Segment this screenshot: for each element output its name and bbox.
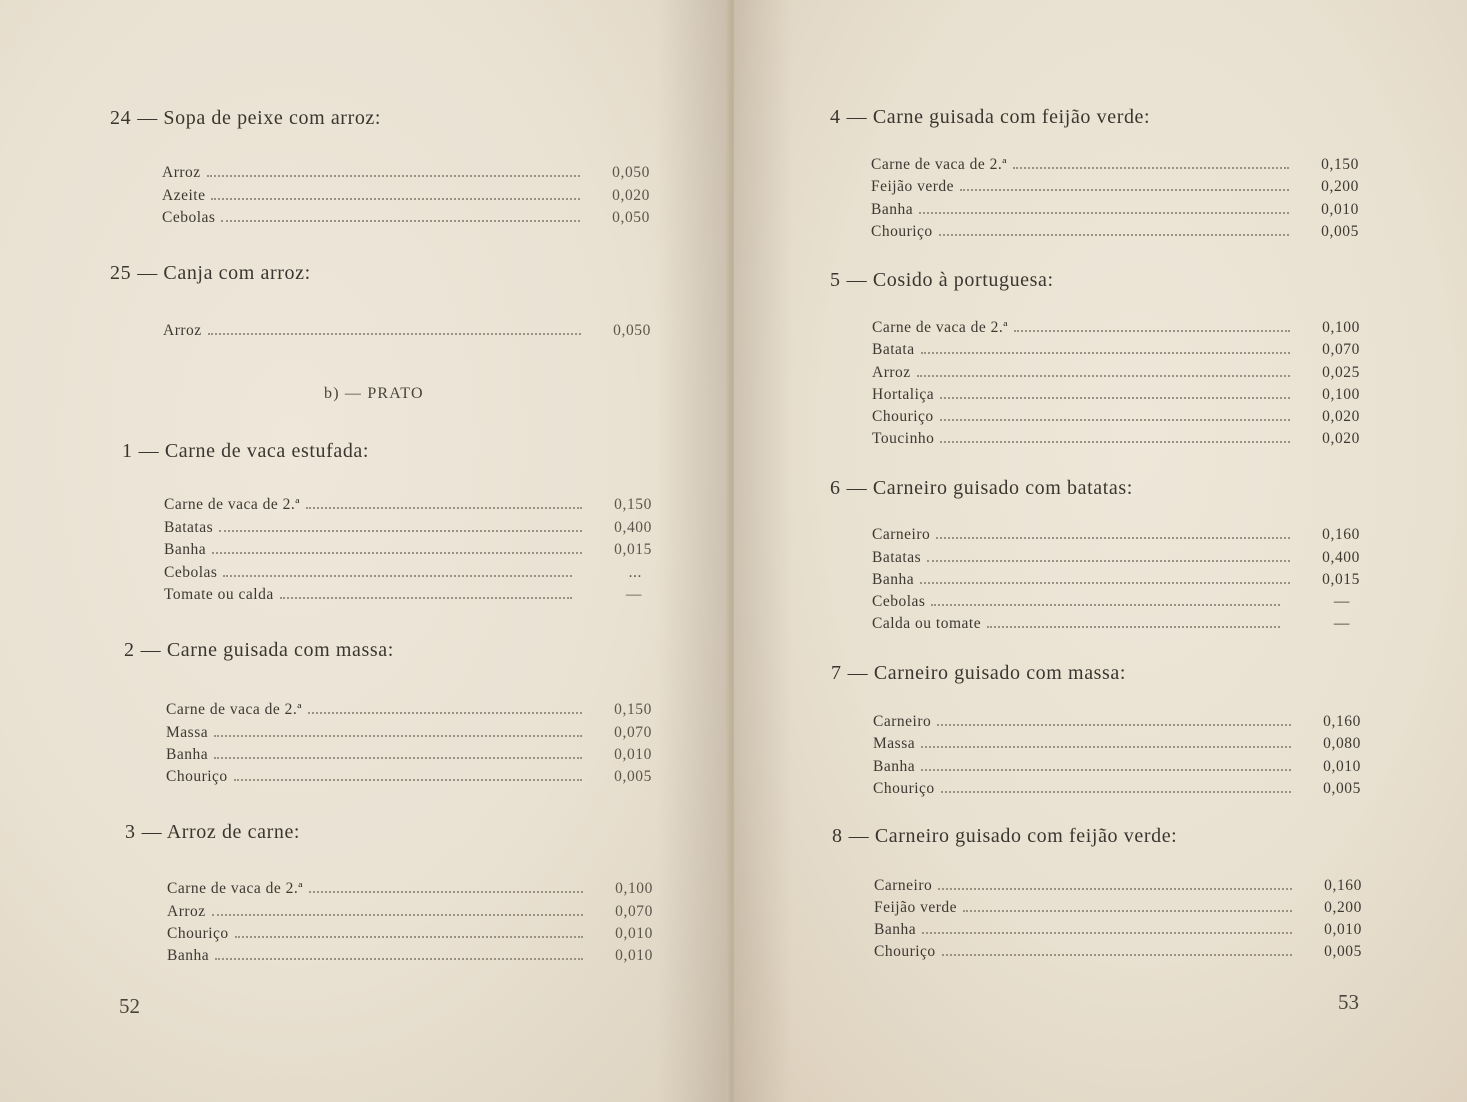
recipe-title: 3 — Arroz de carne: [125,821,301,843]
ingredient-name: Banha [164,541,207,558]
ingredient-row [873,731,1361,753]
dot-leader [214,757,582,759]
dot-leader [221,220,580,222]
ingredient-qty: 0,010 [1324,921,1362,938]
dot-leader [309,891,583,893]
ingredient-row [874,917,1362,939]
ingredient-name: Cebolas [872,593,926,610]
dot-leader [308,712,582,714]
recipe-name: Sopa de peixe com arroz: [163,107,382,129]
ingredient-row [872,382,1360,404]
dot-leader [306,507,582,509]
ingredient-qty: 0,050 [613,322,651,339]
ingredient-name: Banha [874,921,917,938]
recipe-title: 24 — Sopa de peixe com arroz: [110,107,382,129]
ingredient-qty: 0,400 [1322,549,1360,566]
ingredient-name: Azeite [162,187,206,204]
dot-leader [223,575,572,577]
dot-leader [212,552,582,554]
ingredient-row [871,174,1359,196]
ingredient-qty: 0,150 [1321,156,1359,173]
ingredient-name: Massa [166,724,209,741]
ingredient-row [872,426,1360,448]
ingredient-row [872,545,1360,567]
ingredient-qty: ... [628,564,642,581]
ingredient-qty: 0,100 [615,880,653,897]
recipe-name: Carneiro guisado com massa: [873,662,1127,684]
dot-leader [215,958,583,960]
ingredient-row [872,404,1360,426]
dot-leader [960,189,1289,191]
ingredient-name: Banha [872,571,915,588]
ingredient-row [167,876,653,898]
recipe-title: 2 — Carne guisada com massa: [124,639,394,661]
ingredient-row [162,183,650,205]
ingredient-row [874,873,1362,895]
ingredient-qty: — [625,586,642,603]
ingredient-row [872,611,1360,633]
dot-leader [942,954,1292,956]
ingredient-name: Chouriço [166,768,228,785]
ingredient-name: Banha [167,947,210,964]
dot-leader [940,419,1290,421]
ingredient-name: Carne de vaca de 2.ª [167,880,304,897]
ingredient-row [872,360,1360,382]
dot-leader [987,626,1280,628]
ingredient-name: Batata [872,341,915,358]
dot-leader [214,735,582,737]
ingredient-name: Carneiro [873,713,932,730]
recipe-number: 25 [110,262,132,284]
recipe-name: Canja com arroz: [163,262,311,284]
recipe-name: Carne de vaca estufada: [164,440,370,462]
ingredient-qty: 0,010 [614,746,652,763]
ingredient-qty: 0,010 [1321,201,1359,218]
dot-leader [921,352,1290,354]
ingredient-row [872,567,1360,589]
ingredient-qty: 0,005 [1321,223,1359,240]
ingredient-name: Chouriço [872,408,934,425]
ingredient-row [166,764,652,786]
ingredient-row [164,492,652,514]
recipe-number: 6 [830,477,841,499]
dot-leader [208,333,581,335]
ingredient-qty: 0,080 [1323,735,1361,752]
ingredient-name: Carneiro [874,877,933,894]
ingredient-name: Batatas [164,519,214,536]
dot-leader [1014,330,1290,332]
dot-leader [235,936,583,938]
dot-leader [939,234,1289,236]
ingredient-row [873,709,1361,731]
ingredient-name: Calda ou tomate [872,615,982,632]
ingredient-name: Toucinho [872,430,935,447]
recipe-name: Arroz de carne: [166,821,301,843]
ingredient-row [872,315,1360,337]
right-page [734,0,1467,1102]
ingredient-name: Carne de vaca de 2.ª [872,319,1009,336]
ingredient-name: Cebolas [164,564,218,581]
ingredient-qty: 0,200 [1324,899,1362,916]
recipe-number: 1 [122,440,133,462]
ingredient-qty: 0,160 [1324,877,1362,894]
recipe-number: 7 [831,662,842,684]
ingredient-row [162,160,650,182]
dot-leader [921,746,1291,748]
ingredient-qty: — [1333,593,1350,610]
ingredient-name: Chouriço [871,223,933,240]
ingredient-qty: 0,020 [1322,408,1360,425]
recipe-number: 24 [110,107,132,129]
left-page [0,0,730,1102]
ingredient-row [872,522,1360,544]
ingredient-name: Carneiro [872,526,931,543]
ingredient-qty: 0,005 [1323,780,1361,797]
recipe-title: 5 — Cosido à portuguesa: [830,269,1054,291]
ingredient-qty: 0,400 [614,519,652,536]
ingredient-qty: 0,070 [615,903,653,920]
ingredient-qty: 0,015 [614,541,652,558]
ingredient-qty: 0,025 [1322,364,1360,381]
dot-leader [207,175,580,177]
recipe-number: 8 [832,825,843,847]
recipe-number: 4 [830,106,841,128]
ingredient-qty: 0,160 [1322,526,1360,543]
ingredient-name: Cebolas [162,209,216,226]
recipe-name: Cosido à portuguesa: [872,269,1054,291]
ingredient-qty: 0,160 [1323,713,1361,730]
dot-leader [280,597,572,599]
ingredient-qty: 0,020 [1322,430,1360,447]
ingredient-name: Banha [166,746,209,763]
ingredient-name: Chouriço [167,925,229,942]
ingredient-name: Hortaliça [872,386,935,403]
dot-leader [922,932,1292,934]
recipe-name: Carne guisada com feijão verde: [872,106,1151,128]
ingredient-row [166,742,652,764]
dot-leader [1013,167,1289,169]
ingredient-qty: 0,020 [612,187,650,204]
ingredient-qty: 0,005 [614,768,652,785]
ingredient-row [872,589,1360,611]
recipe-title: 6 — Carneiro guisado com batatas: [830,477,1133,499]
recipe-name: Carneiro guisado com feijão verde: [874,825,1178,847]
ingredient-name: Feijão verde [871,178,955,195]
recipe-title: 25 — Canja com arroz: [110,262,311,284]
ingredient-qty: 0,070 [1322,341,1360,358]
ingredient-qty: 0,200 [1321,178,1359,195]
recipe-title: 8 — Carneiro guisado com feijão verde: [832,825,1178,847]
dot-leader [940,397,1290,399]
dot-leader [219,530,582,532]
dot-leader [936,537,1290,539]
section-heading: b) — PRATO [324,385,424,402]
ingredient-name: Arroz [167,903,206,920]
ingredient-row [166,697,652,719]
ingredient-name: Carne de vaca de 2.ª [164,496,301,513]
recipe-name: Carneiro guisado com batatas: [872,477,1133,499]
dot-leader [931,604,1280,606]
recipe-number: 5 [830,269,841,291]
ingredient-qty: 0,100 [1322,386,1360,403]
ingredient-row [163,318,651,340]
ingredient-row [167,943,653,965]
ingredient-name: Massa [873,735,916,752]
ingredient-name: Carne de vaca de 2.ª [166,701,303,718]
dot-leader [938,888,1292,890]
ingredient-row [164,560,652,582]
ingredient-name: Arroz [872,364,911,381]
dot-leader [234,779,582,781]
ingredient-qty: 0,010 [615,947,653,964]
ingredient-row [164,537,652,559]
recipe-title: 7 — Carneiro guisado com massa: [831,662,1127,684]
ingredient-qty: 0,150 [614,701,652,718]
page-number: 52 [119,994,140,1018]
dot-leader [212,914,583,916]
page-number: 53 [1338,990,1359,1014]
ingredient-name: Chouriço [874,943,936,960]
recipe-number: 2 [124,639,135,661]
ingredient-name: Chouriço [873,780,935,797]
dot-leader [211,198,580,200]
ingredient-name: Banha [871,201,914,218]
ingredient-qty: 0,100 [1322,319,1360,336]
ingredient-name: Arroz [163,322,202,339]
ingredient-qty: 0,050 [612,164,650,181]
recipe-title: 4 — Carne guisada com feijão verde: [830,106,1151,128]
ingredient-qty: 0,005 [1324,943,1362,960]
dot-leader [917,375,1290,377]
dot-leader [937,724,1291,726]
dot-leader [963,910,1292,912]
ingredient-row [871,219,1359,241]
ingredient-qty: 0,010 [615,925,653,942]
ingredient-qty: 0,070 [614,724,652,741]
ingredient-qty: 0,050 [612,209,650,226]
ingredient-qty: — [1333,615,1350,632]
recipe-number: 3 [125,821,136,843]
ingredient-name: Arroz [162,164,201,181]
ingredient-name: Batatas [872,549,922,566]
ingredient-name: Carne de vaca de 2.ª [871,156,1008,173]
ingredient-qty: 0,015 [1322,571,1360,588]
recipe-title: 1 — Carne de vaca estufada: [122,440,370,462]
ingredient-row [871,152,1359,174]
ingredient-row [873,776,1361,798]
ingredient-qty: 0,010 [1323,758,1361,775]
ingredient-row [872,337,1360,359]
recipe-name: Carne guisada com massa: [166,639,394,661]
ingredient-row [871,197,1359,219]
ingredient-row [873,754,1361,776]
ingredient-name: Tomate ou calda [164,586,274,603]
ingredient-row [164,515,652,537]
ingredient-row [874,939,1362,961]
dot-leader [941,791,1291,793]
ingredient-row [167,899,653,921]
ingredient-row [162,205,650,227]
dot-leader [920,582,1290,584]
ingredient-row [166,720,652,742]
ingredient-row [874,895,1362,917]
dot-leader [921,769,1291,771]
dot-leader [927,560,1290,562]
ingredient-name: Banha [873,758,916,775]
ingredient-row [164,582,652,604]
ingredient-qty: 0,150 [614,496,652,513]
dot-leader [919,212,1289,214]
dot-leader [940,441,1290,443]
ingredient-name: Feijão verde [874,899,958,916]
ingredient-row [167,921,653,943]
